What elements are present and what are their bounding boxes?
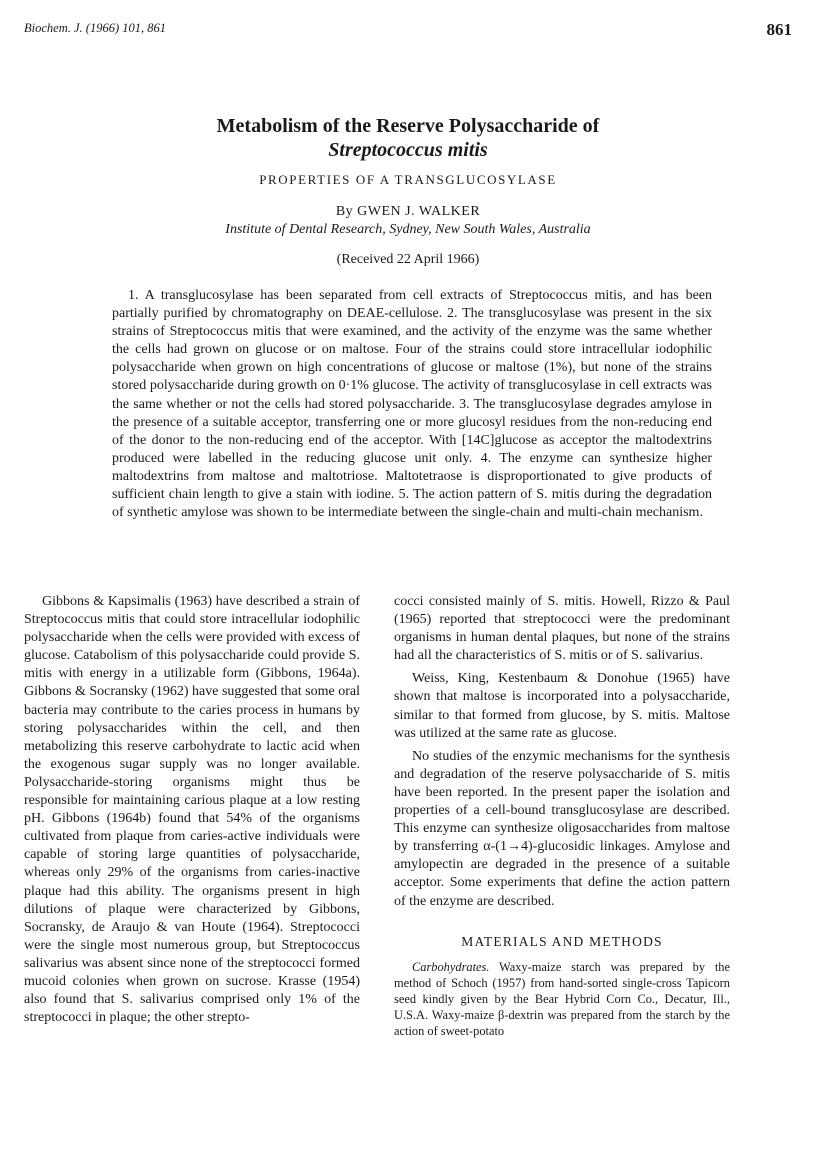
- methods-run-in: Carbohydrates.: [412, 959, 490, 974]
- paragraph-maltose: Weiss, King, Kestenbaum & Donohue (1965) have shown that maltose is incorporated into a polysaccharide, similar to that formed from glucose, by S. mitis. Maltose was utilized at the same rate as glucose.: [394, 671, 730, 741]
- article-title-line1: Metabolism of the Reserve Polysaccharide of: [216, 115, 600, 137]
- body-column-right: [394, 593, 730, 1039]
- intro-continuation: cocci consisted mainly of S. mitis. Howell, Rizzo & Paul (1965) reported that streptococci were the predominant organisms in human dental plaques, but none of the strains had all the characteristics of S. mitis or of S. salivarius.: [394, 594, 730, 664]
- journal-citation: Biochem. J. (1966) 101, 861: [24, 21, 166, 35]
- intro-paragraph: Gibbons & Kapsimalis (1963) have described a strain of Streptococcus mitis that could store intracellular iodophilic polysaccharide when the cells were provided with excess of glucose. Catabolism of this polysaccharide could provide S. mitis with energy in a utilizable form (Gibbons, 1964a). Gibbons & Socransky (1962) have suggested that some oral bacteria may contribute to the caries process in humans by storing polysaccharides within the cell, and then metabolizing this reserve carbohydrate to lactic acid when the exogenous sugar supply was no longer available. Polysaccharide-storing organisms might thus be responsible for maintaining carious plaque at a low resting pH. Gibbons (1964b) found that 54% of the organisms cultivated from plaque from caries-active individuals were capable of storing large quantities of polysaccharide, whereas only 29% of the organisms from caries-inactive plaque had this ability. The organisms present in high dilutions of plaque were characterized by Gibbons, Socransky, de Araujo & van Houte (1964). Streptococci were the single most numerous group, but Streptococcus salivarius was absent since none of the streptococci formed mucoid colonies when grown on sucrose. Krasse (1954) also found that S. salivarius comprised only 1% of the streptococci in plaque; the other strepto-: [24, 594, 360, 1026]
- body-column-left: [24, 593, 360, 1027]
- author-byline: By GWEN J. WALKER: [335, 204, 481, 219]
- page-number: 861: [766, 20, 792, 39]
- paragraph-aims: No studies of the enzymic mechanisms for the synthesis and degradation of the reserve polysaccharide of S. mitis have been reported. In the present paper the isolation and properties of a cell-bound transglucosylase are described. This enzyme can synthesize oligosaccharides from maltose by transferring α-(1→4)-glucosidic linkages. Amylose and amylopectin are degraded in the presence of a suitable acceptor. Some experiments that define the action pattern of the enzyme are described.: [394, 748, 730, 909]
- running-head: [24, 20, 792, 60]
- received-date: (Received 22 April 1966): [336, 252, 480, 267]
- article-subtitle: PROPERTIES OF A TRANSGLUCOSYLASE: [259, 172, 557, 187]
- methods-text: Waxy-maize starch was prepared by the method of Schoch (1957) from hand-sorted single-cross Tapicorn seed kindly given by the Bear Hybrid Corn Co., Decatur, Ill., U.S.A. Waxy-maize β-dextrin was prepared from the starch by the action of sweet-potato: [394, 959, 731, 1038]
- title-block: [0, 114, 816, 268]
- article-title-species: Streptococcus mitis: [328, 139, 488, 161]
- author-affiliation: Institute of Dental Research, Sydney, New South Wales, Australia: [225, 222, 591, 237]
- article-title: [0, 114, 816, 162]
- section-heading-methods: MATERIALS AND METHODS: [461, 933, 663, 949]
- methods-carbohydrates: [394, 959, 730, 1039]
- abstract: 1. A transglucosylase has been separated from cell extracts of Streptococcus mitis, and has been partially purified by chromatography on DEAE-cellulose. 2. The transglucosylase was present in the six strains of Streptococcus mitis that were examined, and the activity of the enzyme was the same whether the cells had grown on glucose or on maltose. Four of the strains could store intracellular iodophilic polysaccharide when grown on high concentrations of glucose or maltose (1%), but none of the strains stored polysaccharide during growth on 0·1% glucose. The activity of transglucosylase in cell extracts was the same whether or not the cells had stored polysaccharide. 3. The transglucosylase degrades amylose in the presence of a suitable acceptor, transferring one or more glucosyl residues from the non-reducing end of the donor to the non-reducing end of the acceptor. With [14C]glucose as acceptor the maltodextrins produced were labelled in the reducing glucose unit only. 4. The enzyme can synthesize higher maltodextrins from maltose and maltotriose. Maltotetraose is disproportionated to give products of sufficient chain length to give a stain with iodine. 5. The action pattern of S. mitis during the degradation of synthetic amylose was shown to be intermediate between the single-chain and multi-chain mechanism.: [112, 288, 712, 521]
